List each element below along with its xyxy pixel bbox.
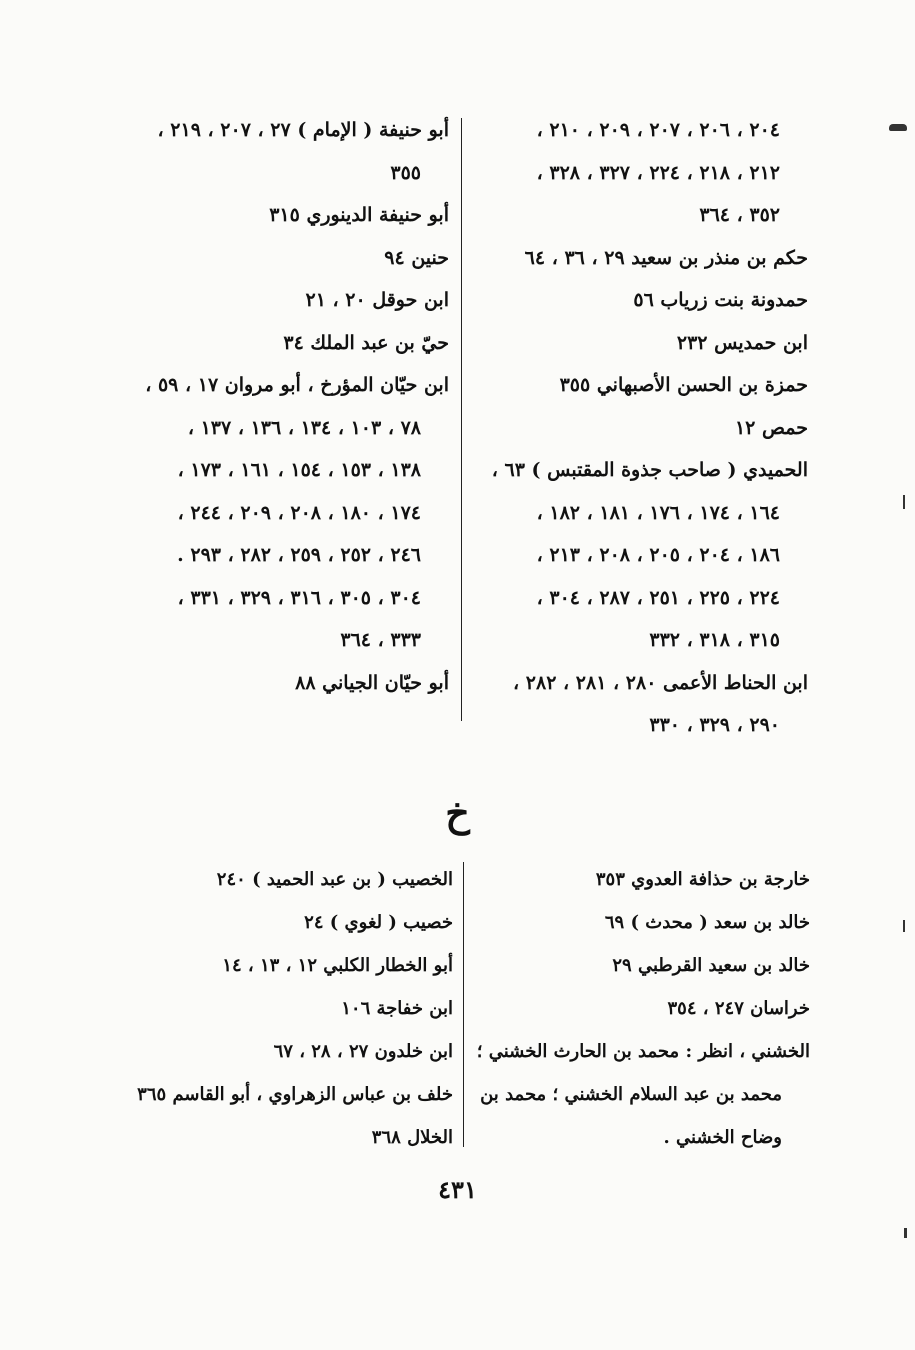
- index-line: ٣٥٢ ، ٣٦٤: [699, 204, 780, 226]
- index-entry: خالد بن سعيد القرطبي ٢٩: [612, 955, 810, 976]
- scan-mark: [904, 1228, 907, 1238]
- index-entry: حيّ بن عبد الملك ٣٤: [283, 331, 449, 354]
- index-column-left-bottom: [108, 858, 453, 1159]
- index-entry: حنين ٩٤: [384, 246, 449, 269]
- index-line: ٢٤٦ ، ٢٥٢ ، ٢٥٩ ، ٢٨٢ ، ٢٩٣ .: [177, 544, 421, 566]
- index-entry: الحميدي ( صاحب جذوة المقتبس ) ٦٣ ،: [491, 459, 808, 481]
- index-line: ١٣٨ ، ١٥٣ ، ١٥٤ ، ١٦١ ، ١٧٣ ،: [177, 459, 421, 481]
- index-entry: خراسان ٢٤٧ ، ٣٥٤: [667, 998, 810, 1019]
- index-column-right-bottom: [475, 858, 810, 1159]
- index-line: ١٦٤ ، ١٧٤ ، ١٧٦ ، ١٨١ ، ١٨٢ ،: [536, 501, 780, 524]
- index-line: ٢٩٠ ، ٣٢٩ ، ٣٣٠: [649, 714, 780, 736]
- index-line: ٧٨ ، ١٠٣ ، ١٣٤ ، ١٣٦ ، ١٣٧ ،: [187, 416, 421, 439]
- index-entry: أبو حيّان الجياني ٨٨: [295, 671, 449, 694]
- index-entry: حمزة بن الحسن الأصبهاني ٣٥٥: [559, 374, 808, 396]
- index-column-right-top: [468, 109, 808, 747]
- index-line: ٣١٥ ، ٣١٨ ، ٣٣٢: [649, 629, 780, 651]
- column-divider: [461, 118, 462, 721]
- scan-mark: [903, 495, 905, 509]
- index-line: ٣٠٤ ، ٣٠٥ ، ٣١٦ ، ٣٢٩ ، ٣٣١ ،: [177, 586, 421, 609]
- index-entry: أبو حنيفة الدينوري ٣١٥: [269, 204, 449, 226]
- index-line: ٢٢٤ ، ٢٢٥ ، ٢٥١ ، ٢٨٧ ، ٣٠٤ ،: [536, 586, 780, 609]
- index-line: ٢١٢ ، ٢١٨ ، ٢٢٤ ، ٣٢٧ ، ٣٢٨ ،: [536, 161, 780, 184]
- index-entry: ابن الحناط الأعمى ٢٨٠ ، ٢٨١ ، ٢٨٢ ،: [513, 671, 808, 694]
- page-number: ٤٣١: [438, 1175, 477, 1204]
- scan-mark: [889, 124, 907, 131]
- index-entry: الخصيب ( بن عبد الحميد ) ٢٤٠: [216, 869, 453, 890]
- index-line: ٣٥٥: [390, 161, 421, 184]
- section-heading: خ: [445, 790, 470, 835]
- index-entry: حمص ١٢: [734, 416, 808, 439]
- index-entry: ابن حمديس ٢٣٢: [676, 331, 808, 354]
- index-column-left-top: [99, 109, 449, 704]
- index-entry: أبو حنيفة ( الإمام ) ٢٧ ، ٢٠٧ ، ٢١٩ ،: [157, 119, 449, 141]
- index-line: ٣٣٣ ، ٣٦٤: [340, 629, 421, 651]
- index-entry: خارجة بن حذافة العدوي ٣٥٣: [595, 869, 810, 890]
- index-line: وضاح الخشني .: [663, 1127, 782, 1148]
- index-entry: الخلال ٣٦٨: [371, 1127, 453, 1148]
- index-line: محمد بن عبد السلام الخشني ؛ محمد بن: [480, 1084, 782, 1105]
- index-entry: ابن حوقل ٢٠ ، ٢١: [305, 289, 449, 311]
- index-entry: حمدونة بنت زرياب ٥٦: [633, 289, 808, 311]
- scan-mark: [903, 920, 905, 932]
- index-entry: ابن خفاجة ١٠٦: [341, 998, 453, 1019]
- index-entry: أبو الخطار الكلبي ١٢ ، ١٣ ، ١٤: [222, 955, 453, 976]
- index-entry: ابن حيّان المؤرخ ، أبو مروان ١٧ ، ٥٩ ،: [145, 374, 449, 396]
- index-entry: خصيب ( لغوي ) ٢٤: [304, 912, 453, 933]
- index-entry: خالد بن سعد ( محدث ) ٦٩: [604, 912, 810, 933]
- index-entry: خلف بن عباس الزهراوي ، أبو القاسم ٣٦٥: [137, 1084, 453, 1105]
- index-entry: حكم بن منذر بن سعيد ٢٩ ، ٣٦ ، ٦٤: [524, 246, 808, 269]
- index-line: ١٨٦ ، ٢٠٤ ، ٢٠٥ ، ٢٠٨ ، ٢١٣ ،: [536, 544, 780, 566]
- index-line: ٢٠٤ ، ٢٠٦ ، ٢٠٧ ، ٢٠٩ ، ٢١٠ ،: [536, 119, 780, 141]
- index-line: ١٧٤ ، ١٨٠ ، ٢٠٨ ، ٢٠٩ ، ٢٤٤ ،: [177, 501, 421, 524]
- column-divider: [463, 862, 464, 1147]
- index-entry: الخشني ، انظر : محمد بن الحارث الخشني ؛: [476, 1041, 810, 1062]
- index-entry: ابن خلدون ٢٧ ، ٢٨ ، ٦٧: [273, 1041, 453, 1062]
